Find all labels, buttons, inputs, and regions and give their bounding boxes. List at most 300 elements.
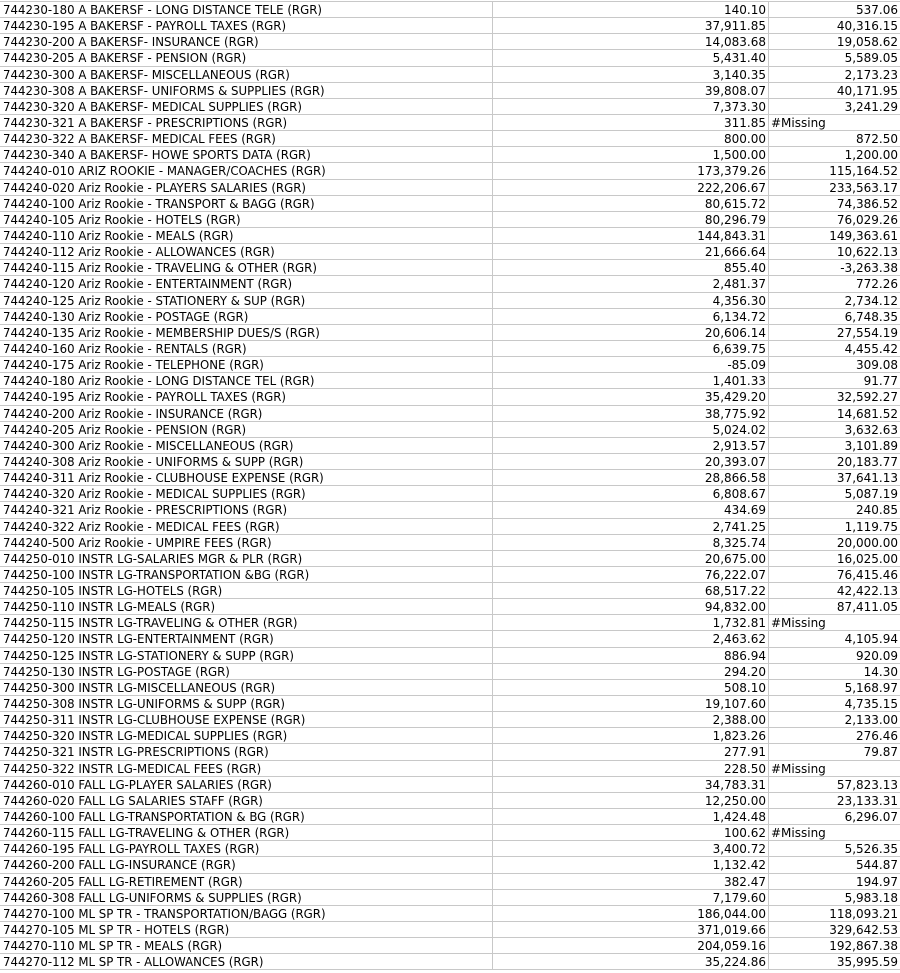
amount-cell-2[interactable]: 1,200.00: [844, 148, 898, 163]
amount-cell-2[interactable]: 149,363.61: [829, 228, 898, 243]
account-cell[interactable]: [0, 309, 493, 324]
amount-cell-2[interactable]: 1,119.75: [844, 519, 898, 534]
table-row: [0, 341, 900, 357]
account-cell[interactable]: [0, 631, 493, 646]
amount-cell-2[interactable]: 2,173.23: [844, 67, 898, 82]
amount-cell-2[interactable]: 233,563.17: [829, 180, 898, 195]
amount-cell-2[interactable]: 6,748.35: [844, 309, 898, 324]
amount-cell-1[interactable]: 20,675.00: [493, 551, 769, 566]
table-row: [0, 389, 900, 405]
account-cell[interactable]: [0, 599, 493, 614]
amount-cell-1[interactable]: 38,775.92: [493, 406, 769, 421]
account-label: 744230-308 A BAKERSF- UNIFORMS & SUPPLIES (RGR): [3, 83, 325, 98]
amount-cell-2[interactable]: 20,000.00: [836, 535, 898, 550]
amount-cell-1[interactable]: 35,224.86: [493, 954, 769, 969]
account-cell[interactable]: [0, 583, 493, 598]
amount-cell-1[interactable]: 204,059.16: [493, 938, 769, 953]
amount-cell-2[interactable]: 309.08: [856, 358, 898, 373]
account-label: 744250-105 INSTR LG-HOTELS (RGR): [3, 584, 223, 599]
account-label: 744230-195 A BAKERSF - PAYROLL TAXES (RGR): [3, 19, 287, 34]
account-label: 744240-115 Ariz Rookie - TRAVELING & OTHER (RGR): [3, 261, 317, 276]
table-row: [0, 34, 900, 50]
amount-cell-1[interactable]: 2,481.37: [493, 276, 769, 291]
amount-cell-2[interactable]: -3,263.38: [840, 261, 898, 276]
account-label: 744230-205 A BAKERSF - PENSION (RGR): [3, 51, 247, 66]
account-cell[interactable]: [0, 809, 493, 824]
table-row: [0, 648, 900, 664]
table-row: [0, 551, 900, 567]
amount-cell-1[interactable]: 144,843.31: [493, 228, 769, 243]
amount-cell-1[interactable]: 222,206.67: [493, 180, 769, 195]
amount-cell-1[interactable]: 76,222.07: [493, 567, 769, 582]
amount-cell-1[interactable]: 7,373.30: [493, 99, 769, 114]
amount-cell-1[interactable]: 1,732.81: [493, 615, 769, 630]
account-label: 744240-320 Ariz Rookie - MEDICAL SUPPLIES (RGR): [3, 487, 306, 502]
account-cell[interactable]: [0, 551, 493, 566]
account-label: 744250-115 INSTR LG-TRAVELING & OTHER (RGR): [3, 616, 298, 631]
account-cell[interactable]: [0, 470, 493, 485]
account-cell[interactable]: [0, 34, 493, 49]
amount-cell-2[interactable]: 19,058.62: [836, 35, 898, 50]
account-cell[interactable]: [0, 664, 493, 679]
table-row: [0, 922, 900, 938]
table-row: [0, 535, 900, 551]
amount-cell-1[interactable]: 4,356.30: [493, 293, 769, 308]
account-cell[interactable]: [0, 615, 493, 630]
amount-cell-2[interactable]: 4,105.94: [844, 632, 898, 647]
account-cell[interactable]: [0, 212, 493, 227]
account-cell[interactable]: [0, 680, 493, 695]
table-row: [0, 777, 900, 793]
amount-cell-1[interactable]: -85.09: [493, 357, 769, 372]
account-label: 744270-105 ML SP TR - HOTELS (RGR): [3, 923, 230, 938]
account-label: 744240-180 Ariz Rookie - LONG DISTANCE TEL (RGR): [3, 374, 315, 389]
account-cell[interactable]: [0, 357, 493, 372]
table-row: [0, 18, 900, 34]
amount-cell-2[interactable]: 5,983.18: [844, 890, 898, 905]
account-label: 744230-322 A BAKERSF- MEDICAL FEES (RGR): [3, 132, 276, 147]
table-row: [0, 793, 900, 809]
amount-cell-2[interactable]: 23,133.31: [836, 793, 898, 808]
account-label: 744250-130 INSTR LG-POSTAGE (RGR): [3, 664, 230, 679]
amount-cell-1[interactable]: 34,783.31: [493, 777, 769, 792]
account-cell[interactable]: [0, 18, 493, 33]
account-label: 744240-130 Ariz Rookie - POSTAGE (RGR): [3, 309, 249, 324]
amount-cell-1[interactable]: 3,140.35: [493, 67, 769, 82]
amount-cell-1[interactable]: 80,296.79: [493, 212, 769, 227]
amount-cell-1[interactable]: 2,388.00: [493, 712, 769, 727]
account-cell[interactable]: [0, 131, 493, 146]
amount-cell-2[interactable]: 32,592.27: [836, 390, 898, 405]
table-row: [0, 260, 900, 276]
table-row: [0, 938, 900, 954]
account-cell[interactable]: [0, 260, 493, 275]
table-row: [0, 874, 900, 890]
amount-cell-2[interactable]: #Missing: [771, 761, 826, 776]
amount-cell-1[interactable]: 140.10: [493, 2, 769, 17]
account-cell[interactable]: [0, 50, 493, 65]
account-label: 744240-175 Ariz Rookie - TELEPHONE (RGR): [3, 358, 264, 373]
amount-cell-2[interactable]: 42,422.13: [836, 584, 898, 599]
table-row: [0, 309, 900, 325]
table-row: [0, 180, 900, 196]
account-cell[interactable]: [0, 712, 493, 727]
amount-cell-2[interactable]: #Missing: [771, 115, 826, 130]
table-row: [0, 631, 900, 647]
table-row: [0, 857, 900, 873]
amount-cell-2[interactable]: 5,168.97: [844, 680, 898, 695]
account-label: 744260-100 FALL LG-TRANSPORTATION & BG (RGR): [3, 810, 305, 825]
amount-cell-1[interactable]: 35,429.20: [493, 389, 769, 404]
amount-cell-2[interactable]: 5,589.05: [844, 51, 898, 66]
amount-cell-2[interactable]: 91.77: [863, 374, 898, 389]
amount-cell-1[interactable]: 6,808.67: [493, 486, 769, 501]
account-cell[interactable]: [0, 147, 493, 162]
account-label: 744240-125 Ariz Rookie - STATIONERY & SUP (RGR): [3, 293, 306, 308]
amount-cell-2[interactable]: 4,455.42: [844, 341, 898, 356]
amount-cell-2[interactable]: 57,823.13: [836, 777, 898, 792]
account-cell[interactable]: [0, 890, 493, 905]
table-row: [0, 712, 900, 728]
spreadsheet-grid: [0, 1, 900, 970]
amount-cell-1[interactable]: 2,913.57: [493, 438, 769, 453]
account-label: 744240-195 Ariz Rookie - PAYROLL TAXES (RGR): [3, 390, 287, 405]
amount-cell-2[interactable]: #Missing: [771, 826, 826, 841]
amount-cell-1[interactable]: 173,379.26: [493, 163, 769, 178]
amount-cell-2[interactable]: 6,296.07: [844, 810, 898, 825]
account-label: 744240-322 Ariz Rookie - MEDICAL FEES (RGR): [3, 519, 280, 534]
account-label: 744260-195 FALL LG-PAYROLL TAXES (RGR): [3, 842, 260, 857]
table-row: [0, 583, 900, 599]
account-label: 744230-320 A BAKERSF- MEDICAL SUPPLIES (RGR): [3, 99, 302, 114]
account-label: 744250-320 INSTR LG-MEDICAL SUPPLIES (RGR): [3, 729, 288, 744]
amount-cell-1[interactable]: 228.50: [493, 761, 769, 776]
account-label: 744240-135 Ariz Rookie - MEMBERSHIP DUES/S (RGR): [3, 325, 320, 340]
amount-cell-1[interactable]: 1,424.48: [493, 809, 769, 824]
amount-cell-2[interactable]: 276.46: [856, 729, 898, 744]
amount-cell-2[interactable]: 76,029.26: [836, 212, 898, 227]
table-row: [0, 99, 900, 115]
amount-cell-1[interactable]: 14,083.68: [493, 34, 769, 49]
account-label: 744240-300 Ariz Rookie - MISCELLANEOUS (RGR): [3, 438, 294, 453]
account-cell[interactable]: [0, 841, 493, 856]
account-cell[interactable]: [0, 438, 493, 453]
table-row: [0, 486, 900, 502]
amount-cell-2[interactable]: 3,101.89: [844, 438, 898, 453]
account-cell[interactable]: [0, 648, 493, 663]
account-cell[interactable]: [0, 244, 493, 259]
table-row: [0, 244, 900, 260]
amount-cell-1[interactable]: 39,808.07: [493, 83, 769, 98]
account-label: 744260-200 FALL LG-INSURANCE (RGR): [3, 858, 236, 873]
table-row: [0, 696, 900, 712]
amount-cell-1[interactable]: 371,019.66: [493, 922, 769, 937]
amount-cell-2[interactable]: 76,415.46: [836, 567, 898, 582]
account-cell[interactable]: [0, 163, 493, 178]
amount-cell-2[interactable]: 16,025.00: [836, 551, 898, 566]
account-cell[interactable]: [0, 954, 493, 969]
account-label: 744240-105 Ariz Rookie - HOTELS (RGR): [3, 212, 241, 227]
amount-cell-2[interactable]: 79.87: [863, 745, 898, 760]
table-row: [0, 680, 900, 696]
table-row: [0, 615, 900, 631]
account-label: 744240-020 Ariz Rookie - PLAYERS SALARIES (RGR): [3, 180, 306, 195]
table-row: [0, 567, 900, 583]
account-cell[interactable]: [0, 180, 493, 195]
table-row: [0, 470, 900, 486]
account-label: 744250-125 INSTR LG-STATIONERY & SUPP (RGR): [3, 648, 294, 663]
amount-cell-1[interactable]: 80,615.72: [493, 196, 769, 211]
amount-cell-1[interactable]: 382.47: [493, 874, 769, 889]
amount-cell-2[interactable]: 40,316.15: [836, 19, 898, 34]
account-label: 744240-120 Ariz Rookie - ENTERTAINMENT (RGR): [3, 277, 293, 292]
account-cell[interactable]: [0, 906, 493, 921]
account-label: 744230-180 A BAKERSF - LONG DISTANCE TELE (RGR): [3, 3, 322, 17]
account-cell[interactable]: [0, 115, 493, 130]
account-cell[interactable]: [0, 422, 493, 437]
table-row: [0, 438, 900, 454]
amount-cell-1[interactable]: 6,639.75: [493, 341, 769, 356]
amount-cell-1[interactable]: 1,500.00: [493, 147, 769, 162]
amount-cell-1[interactable]: 28,866.58: [493, 470, 769, 485]
amount-cell-2[interactable]: 27,554.19: [836, 325, 898, 340]
table-row: [0, 890, 900, 906]
table-row: [0, 115, 900, 131]
account-label: 744250-110 INSTR LG-MEALS (RGR): [3, 600, 216, 615]
amount-cell-1[interactable]: 508.10: [493, 680, 769, 695]
account-label: 744240-321 Ariz Rookie - PRESCRIPTIONS (RGR): [3, 503, 288, 518]
amount-cell-2[interactable]: 87,411.05: [836, 600, 898, 615]
amount-cell-2[interactable]: 194.97: [856, 874, 898, 889]
account-label: 744240-500 Ariz Rookie - UMPIRE FEES (RGR): [3, 535, 272, 550]
amount-cell-1[interactable]: 1,132.42: [493, 857, 769, 872]
table-row: [0, 2, 900, 18]
account-label: 744270-112 ML SP TR - ALLOWANCES (RGR): [3, 955, 264, 970]
amount-cell-1[interactable]: 19,107.60: [493, 696, 769, 711]
account-cell[interactable]: [0, 744, 493, 759]
account-cell[interactable]: [0, 67, 493, 82]
amount-cell-1[interactable]: 94,832.00: [493, 599, 769, 614]
amount-cell-1[interactable]: 1,401.33: [493, 373, 769, 388]
account-label: 744250-300 INSTR LG-MISCELLANEOUS (RGR): [3, 680, 276, 695]
table-row: [0, 276, 900, 292]
table-row: [0, 325, 900, 341]
account-label: 744250-120 INSTR LG-ENTERTAINMENT (RGR): [3, 632, 274, 647]
account-cell[interactable]: [0, 567, 493, 582]
account-cell[interactable]: [0, 922, 493, 937]
table-row: [0, 293, 900, 309]
table-row: [0, 67, 900, 83]
table-row: [0, 906, 900, 922]
amount-cell-1[interactable]: 2,463.62: [493, 631, 769, 646]
account-label: 744260-010 FALL LG-PLAYER SALARIES (RGR): [3, 777, 272, 792]
account-cell[interactable]: [0, 825, 493, 840]
table-row: [0, 664, 900, 680]
table-row: [0, 50, 900, 66]
table-row: [0, 131, 900, 147]
account-cell[interactable]: [0, 276, 493, 291]
account-cell[interactable]: [0, 502, 493, 517]
amount-cell-2[interactable]: 772.26: [856, 277, 898, 292]
amount-cell-2[interactable]: 115,164.52: [829, 164, 898, 179]
table-row: [0, 454, 900, 470]
amount-cell-2[interactable]: 3,632.63: [844, 422, 898, 437]
amount-cell-1[interactable]: 1,823.26: [493, 728, 769, 743]
amount-cell-1[interactable]: 7,179.60: [493, 890, 769, 905]
amount-cell-2[interactable]: 14.30: [863, 664, 898, 679]
amount-cell-1[interactable]: 3,400.72: [493, 841, 769, 856]
account-label: 744270-100 ML SP TR - TRANSPORTATION/BAGG (RGR): [3, 906, 326, 921]
amount-cell-1[interactable]: 886.94: [493, 648, 769, 663]
account-label: 744240-205 Ariz Rookie - PENSION (RGR): [3, 422, 247, 437]
table-row: [0, 406, 900, 422]
amount-cell-2[interactable]: 20,183.77: [836, 454, 898, 469]
table-row: [0, 422, 900, 438]
account-cell[interactable]: [0, 486, 493, 501]
table-row: [0, 599, 900, 615]
amount-cell-2[interactable]: 920.09: [856, 648, 898, 663]
account-label: 744250-100 INSTR LG-TRANSPORTATION &BG (RGR): [3, 567, 310, 582]
account-label: 744230-340 A BAKERSF- HOWE SPORTS DATA (RGR): [3, 148, 311, 163]
amount-cell-2[interactable]: 40,171.95: [836, 83, 898, 98]
account-label: 744260-308 FALL LG-UNIFORMS & SUPPLIES (RGR): [3, 890, 302, 905]
account-cell[interactable]: [0, 696, 493, 711]
account-label: 744250-010 INSTR LG-SALARIES MGR & PLR (RGR): [3, 551, 303, 566]
amount-cell-2[interactable]: 74,386.52: [836, 196, 898, 211]
account-label: 744260-205 FALL LG-RETIREMENT (RGR): [3, 874, 243, 889]
account-cell[interactable]: [0, 454, 493, 469]
amount-cell-1[interactable]: 20,606.14: [493, 325, 769, 340]
account-label: 744270-110 ML SP TR - MEALS (RGR): [3, 939, 223, 954]
account-label: 744250-321 INSTR LG-PRESCRIPTIONS (RGR): [3, 745, 269, 760]
table-row: [0, 212, 900, 228]
amount-cell-1[interactable]: 21,666.64: [493, 244, 769, 259]
account-label: 744240-311 Ariz Rookie - CLUBHOUSE EXPENSE (RGR): [3, 471, 324, 486]
account-label: 744240-010 ARIZ ROOKIE - MANAGER/COACHES (RGR): [3, 164, 326, 179]
amount-cell-2[interactable]: 872.50: [856, 132, 898, 147]
amount-cell-2[interactable]: 37,641.13: [836, 471, 898, 486]
account-cell[interactable]: [0, 535, 493, 550]
account-label: 744240-110 Ariz Rookie - MEALS (RGR): [3, 228, 234, 243]
table-row: [0, 954, 900, 970]
account-cell[interactable]: [0, 406, 493, 421]
amount-cell-2[interactable]: 4,735.15: [844, 697, 898, 712]
amount-cell-1[interactable]: 855.40: [493, 260, 769, 275]
amount-cell-1[interactable]: 186,044.00: [493, 906, 769, 921]
amount-cell-2[interactable]: 192,867.38: [829, 939, 898, 954]
amount-cell-2[interactable]: 544.87: [856, 858, 898, 873]
amount-cell-1[interactable]: 5,024.02: [493, 422, 769, 437]
amount-cell-1[interactable]: 277.91: [493, 744, 769, 759]
account-cell[interactable]: [0, 777, 493, 792]
account-label: 744240-160 Ariz Rookie - RENTALS (RGR): [3, 341, 247, 356]
account-label: 744250-308 INSTR LG-UNIFORMS & SUPP (RGR): [3, 697, 286, 712]
account-cell[interactable]: [0, 2, 493, 17]
amount-cell-1[interactable]: 5,431.40: [493, 50, 769, 65]
table-row: [0, 357, 900, 373]
account-label: 744240-200 Ariz Rookie - INSURANCE (RGR): [3, 406, 263, 421]
amount-cell-2[interactable]: 35,995.59: [836, 955, 898, 970]
amount-cell-2[interactable]: 5,087.19: [844, 487, 898, 502]
account-cell[interactable]: [0, 389, 493, 404]
amount-cell-2[interactable]: 329,642.53: [829, 923, 898, 938]
amount-cell-1[interactable]: 311.85: [493, 115, 769, 130]
account-cell[interactable]: [0, 519, 493, 534]
account-label: 744240-100 Ariz Rookie - TRANSPORT & BAGG (RGR): [3, 196, 315, 211]
amount-cell-2[interactable]: #Missing: [771, 616, 826, 631]
amount-cell-2[interactable]: 240.85: [856, 503, 898, 518]
amount-cell-1[interactable]: 12,250.00: [493, 793, 769, 808]
amount-cell-1[interactable]: 8,325.74: [493, 535, 769, 550]
amount-cell-2[interactable]: 537.06: [856, 3, 898, 17]
account-label: 744230-321 A BAKERSF - PRESCRIPTIONS (RGR): [3, 115, 288, 130]
amount-cell-1[interactable]: 800.00: [493, 131, 769, 146]
table-row: [0, 728, 900, 744]
account-cell[interactable]: [0, 373, 493, 388]
account-cell[interactable]: [0, 228, 493, 243]
account-label: 744230-200 A BAKERSF- INSURANCE (RGR): [3, 35, 259, 50]
account-label: 744260-115 FALL LG-TRAVELING & OTHER (RGR): [3, 826, 290, 841]
account-cell[interactable]: [0, 874, 493, 889]
table-row: [0, 761, 900, 777]
table-row: [0, 147, 900, 163]
account-cell[interactable]: [0, 196, 493, 211]
account-cell[interactable]: [0, 761, 493, 776]
table-row: [0, 809, 900, 825]
amount-cell-1[interactable]: 20,393.07: [493, 454, 769, 469]
account-cell[interactable]: [0, 341, 493, 356]
amount-cell-1[interactable]: 100.62: [493, 825, 769, 840]
table-row: [0, 519, 900, 535]
account-label: 744230-300 A BAKERSF- MISCELLANEOUS (RGR): [3, 67, 290, 82]
account-label: 744250-311 INSTR LG-CLUBHOUSE EXPENSE (RGR): [3, 713, 306, 728]
account-label: 744260-020 FALL LG SALARIES STAFF (RGR): [3, 793, 263, 808]
amount-cell-2[interactable]: 5,526.35: [844, 842, 898, 857]
table-row: [0, 196, 900, 212]
account-label: 744240-112 Ariz Rookie - ALLOWANCES (RGR): [3, 245, 275, 260]
amount-cell-2[interactable]: 118,093.21: [829, 906, 898, 921]
amount-cell-2[interactable]: 2,734.12: [844, 293, 898, 308]
table-row: [0, 228, 900, 244]
table-row: [0, 502, 900, 518]
amount-cell-1[interactable]: 37,911.85: [493, 18, 769, 33]
account-cell[interactable]: [0, 728, 493, 743]
account-cell[interactable]: [0, 857, 493, 872]
account-cell[interactable]: [0, 793, 493, 808]
account-label: 744250-322 INSTR LG-MEDICAL FEES (RGR): [3, 761, 262, 776]
amount-cell-2[interactable]: 2,133.00: [844, 713, 898, 728]
account-label: 744240-308 Ariz Rookie - UNIFORMS & SUPP (RGR): [3, 454, 304, 469]
amount-cell-1[interactable]: 294.20: [493, 664, 769, 679]
account-cell[interactable]: [0, 83, 493, 98]
account-cell[interactable]: [0, 99, 493, 114]
account-cell[interactable]: [0, 293, 493, 308]
amount-cell-1[interactable]: 6,134.72: [493, 309, 769, 324]
table-row: [0, 83, 900, 99]
table-row: [0, 744, 900, 760]
amount-cell-2[interactable]: 14,681.52: [836, 406, 898, 421]
amount-cell-2[interactable]: 3,241.29: [844, 99, 898, 114]
amount-cell-1[interactable]: 2,741.25: [493, 519, 769, 534]
account-cell[interactable]: [0, 325, 493, 340]
amount-cell-1[interactable]: 434.69: [493, 502, 769, 517]
amount-cell-1[interactable]: 68,517.22: [493, 583, 769, 598]
table-row: [0, 841, 900, 857]
amount-cell-2[interactable]: 10,622.13: [836, 245, 898, 260]
table-row: [0, 825, 900, 841]
account-cell[interactable]: [0, 938, 493, 953]
table-row: [0, 163, 900, 179]
